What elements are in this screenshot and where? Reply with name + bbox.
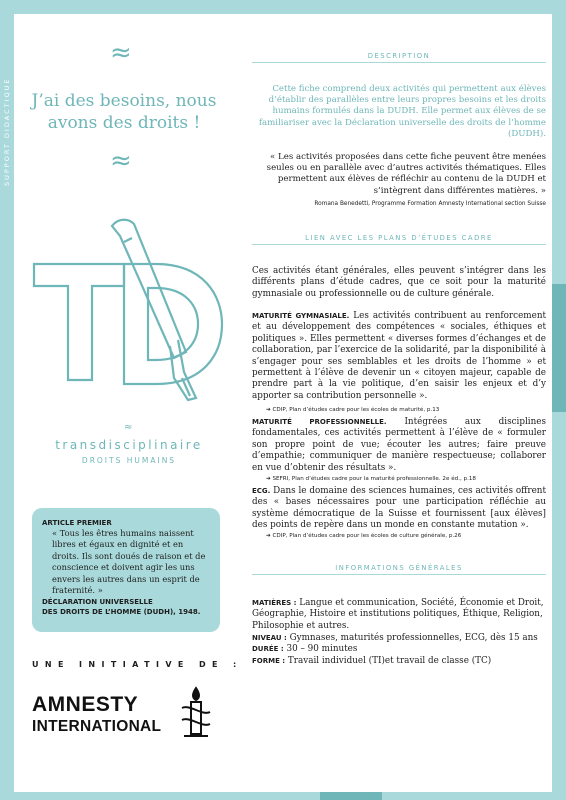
- block-text: Dans le domaine des sciences humaines, ces activités offrent des « bases nécessaires pour une participation réfléchie au système démocratique de la Suisse et fournissent [aux élèves] des points de repère dans un monde en constante mutation ».: [252, 486, 547, 531]
- description-heading-text: DESCRIPTION: [367, 52, 431, 60]
- infos-heading: [252, 564, 546, 575]
- article-box: [32, 508, 220, 632]
- article-source-line-2: DES DROITS DE L’HOMME (DUDH), 1948.: [42, 608, 201, 617]
- block-label: MATURITÉ GYMNASIALE.: [252, 312, 350, 320]
- info-value: Gymnases, maturités professionnelles, ECG, dès 15 ans: [289, 633, 538, 643]
- info-label: DURÉE :: [252, 645, 284, 653]
- infos-heading-text: INFORMATIONS GÉNÉRALES: [335, 564, 463, 572]
- info-value: Travail individuel (TI)et travail de classe (TC): [287, 656, 492, 666]
- amnesty-candle-icon: [178, 686, 214, 742]
- frame-top: [0, 0, 566, 14]
- description-heading: [252, 52, 546, 63]
- block-maturite-professionnelle: [252, 417, 546, 474]
- info-label: MATIÈRES :: [252, 599, 297, 607]
- block-ref: ➔ CDIP, Plan d’études cadre pour les écoles de culture générale, p.26: [266, 533, 462, 539]
- info-row-matieres: [252, 598, 546, 632]
- initiative-label: UNE INITIATIVE DE :: [32, 660, 243, 669]
- tilde-top: ≈: [110, 38, 132, 68]
- article-heading: ARTICLE PREMIER: [42, 519, 112, 527]
- page-title: [24, 90, 224, 134]
- description-lead: Cette fiche comprend deux activités qui permettent aux élèves d’établir des parallèles entre leurs propres besoins et les droits humains formulés dans la DUDH. Elle permet aux élèves de se familiariser avec la Déclaration universelle des droits de l’homme (DUDH).: [258, 84, 546, 139]
- info-value: Langue et communication, Société, Économie et Droit, Géographie, Histoire et institutions politiques, Éthique, Religion, Philosophie et autres.: [252, 598, 544, 631]
- amnesty-logo-line-2: INTERNATIONAL: [32, 718, 162, 735]
- block-ref: ➔ SEFRI, Plan d’études cadre pour la maturité professionnelle. 2e éd., p.18: [266, 476, 476, 482]
- block-maturite-gymnasiale: [252, 311, 546, 402]
- amnesty-logo-line-1: AMNESTY: [32, 693, 139, 716]
- block-ref: ➔ CDIP, Plan d’études cadre pour les écoles de maturité, p.13: [266, 407, 440, 413]
- lien-heading-text: LIEN AVEC LES PLANS D’ÉTUDES CADRE: [305, 234, 493, 242]
- right-edge-tab: [552, 284, 566, 412]
- info-row-niveau: [252, 633, 546, 644]
- article-source: [42, 597, 210, 617]
- title-line-1: J’ai des besoins, nous: [31, 91, 217, 111]
- info-label: NIVEAU :: [252, 634, 287, 642]
- logo-tilde: ≈: [124, 422, 133, 433]
- block-text: Intégrées aux disciplines fondamentales, ces activités permettent à l’élève de « formuler son propre point de vue; écouter les autres; faire preuve d’empathie; communiquer de manière respectueuse; collaborer en vue d’obtenir des résultats ».: [252, 417, 547, 473]
- info-row-forme: [252, 656, 546, 667]
- side-label: SUPPORT DIDACTIQUE: [3, 77, 11, 187]
- td-pen-logo: [28, 212, 228, 422]
- description-quote: « Les activités proposées dans cette fiche peuvent être menées seules ou en parallèle avec d’autres activités thématiques. Elles permettent aux élèves de réfléchir au contenu de la DUDH et s’intègrent dans différentes matières. »: [266, 152, 546, 196]
- article-quote: « Tous les êtres humains naissent libres et égaux en dignité et en droits. Ils sont doués de raison et de conscience et doivent agir les uns envers les autres dans un esprit de fraternité. »: [52, 528, 206, 596]
- info-row-duree: [252, 644, 546, 655]
- description-citation: Romana Benedetti, Programme Formation Amnesty International section Suisse: [314, 201, 546, 207]
- block-text: Les activités contribuent au renforcement et au développement des compétences « sociales, éthiques et politiques ». Elles permettent « diverses formes d’échanges et de collaboration, par l’exercice de la solidarité, par la disponibilité à s’engager pour ses semblables et les droits de l’homme » et permettent à l’élève de devenir un « citoyen majeur, capable de prendre part à la vie politique, d’en saisir les enjeux et d’y apporter sa contribution personnelle ».: [252, 311, 547, 401]
- logo-name-line-2: DROITS HUMAINS: [81, 456, 177, 465]
- title-line-2: avons des droits !: [47, 113, 201, 133]
- block-label: ECG.: [252, 487, 271, 495]
- tilde-bottom: ≈: [110, 146, 132, 176]
- bottom-edge-tab: [320, 792, 382, 800]
- info-label: FORME :: [252, 657, 286, 665]
- lien-heading: [252, 234, 546, 245]
- block-ecg: [252, 486, 546, 532]
- block-label: MATURITÉ PROFESSIONNELLE.: [252, 418, 387, 426]
- article-source-line-1: DÉCLARATION UNIVERSELLE: [42, 598, 153, 607]
- info-value: 30 – 90 minutes: [286, 644, 358, 654]
- frame-bottom: [0, 792, 566, 800]
- logo-name-line-1: transdisciplinaire: [55, 438, 203, 452]
- lien-intro: Ces activités étant générales, elles peuvent s’intégrer dans les différents plans d’étude cadres, que ce soit pour la maturité gymnasiale ou professionnelle ou de culture générale.: [252, 266, 546, 299]
